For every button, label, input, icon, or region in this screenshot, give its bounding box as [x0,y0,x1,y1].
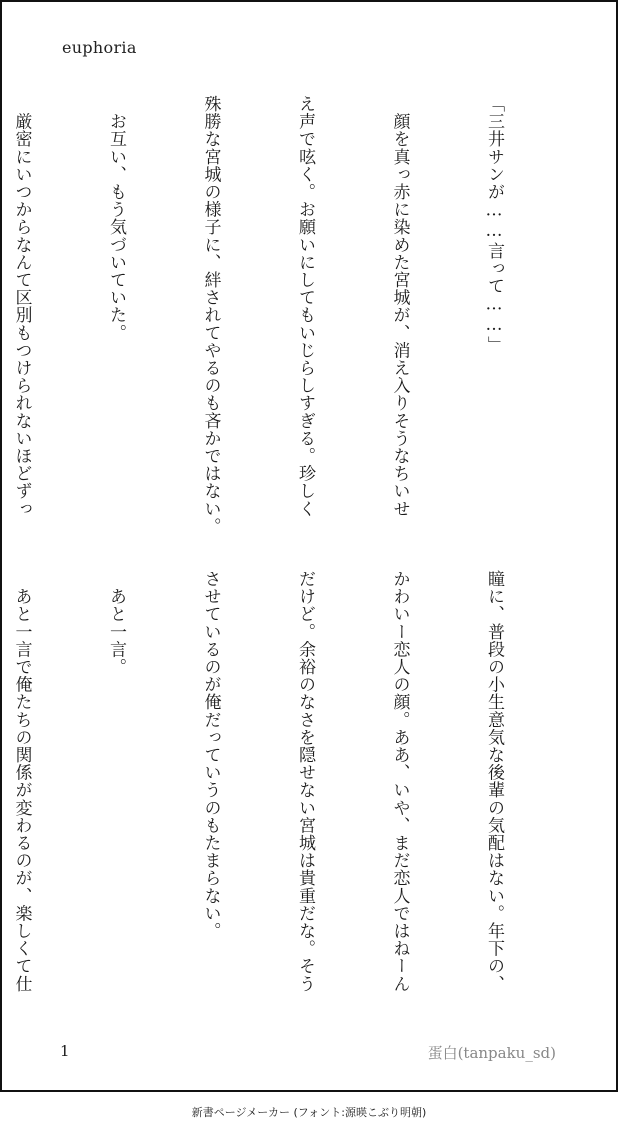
text-line: 厳密にいつからなんて区別もつけられないほどずっ [11,95,32,518]
text-line: あと一言。 [106,570,126,676]
text-line: 「三井サンが……言って……」 [484,95,504,354]
book-title: euphoria [62,38,137,57]
text-block-bottom [0,570,572,1010]
text-line: お互い、もう気づいていた。 [106,95,126,342]
author-credit: 蛋白(tanpaku_sd) [427,1044,556,1062]
text-line: 顔を真っ赤に染めた宮城が、消え入りそうなちいせ [389,95,410,518]
text-line: あと一言で俺たちの関係が変わるのが、楽しくて仕 [11,570,32,993]
text-line: え声で呟く。お願いにしてもいじらしすぎる。珍しく [295,95,315,518]
text-line: 殊勝な宮城の様子に、絆されてやるのも吝かではない。 [200,95,221,535]
text-line: だけど。余裕のなさを隠せない宮城は貴重だな。そう [295,570,315,993]
text-line: かわいー恋人の顔。ああ、いや、まだ恋人ではねーん [389,570,410,993]
generator-caption: 新書ページメーカー (フォント:源暎こぶり明朝) [191,1106,427,1119]
text-line: 瞳に、普段の小生意気な後輩の気配はない。年下の、 [484,570,504,993]
text-block-top [0,95,572,535]
page-number: 1 [60,1042,70,1060]
text-line: させているのが俺だっていうのもたまらない。 [200,570,221,940]
